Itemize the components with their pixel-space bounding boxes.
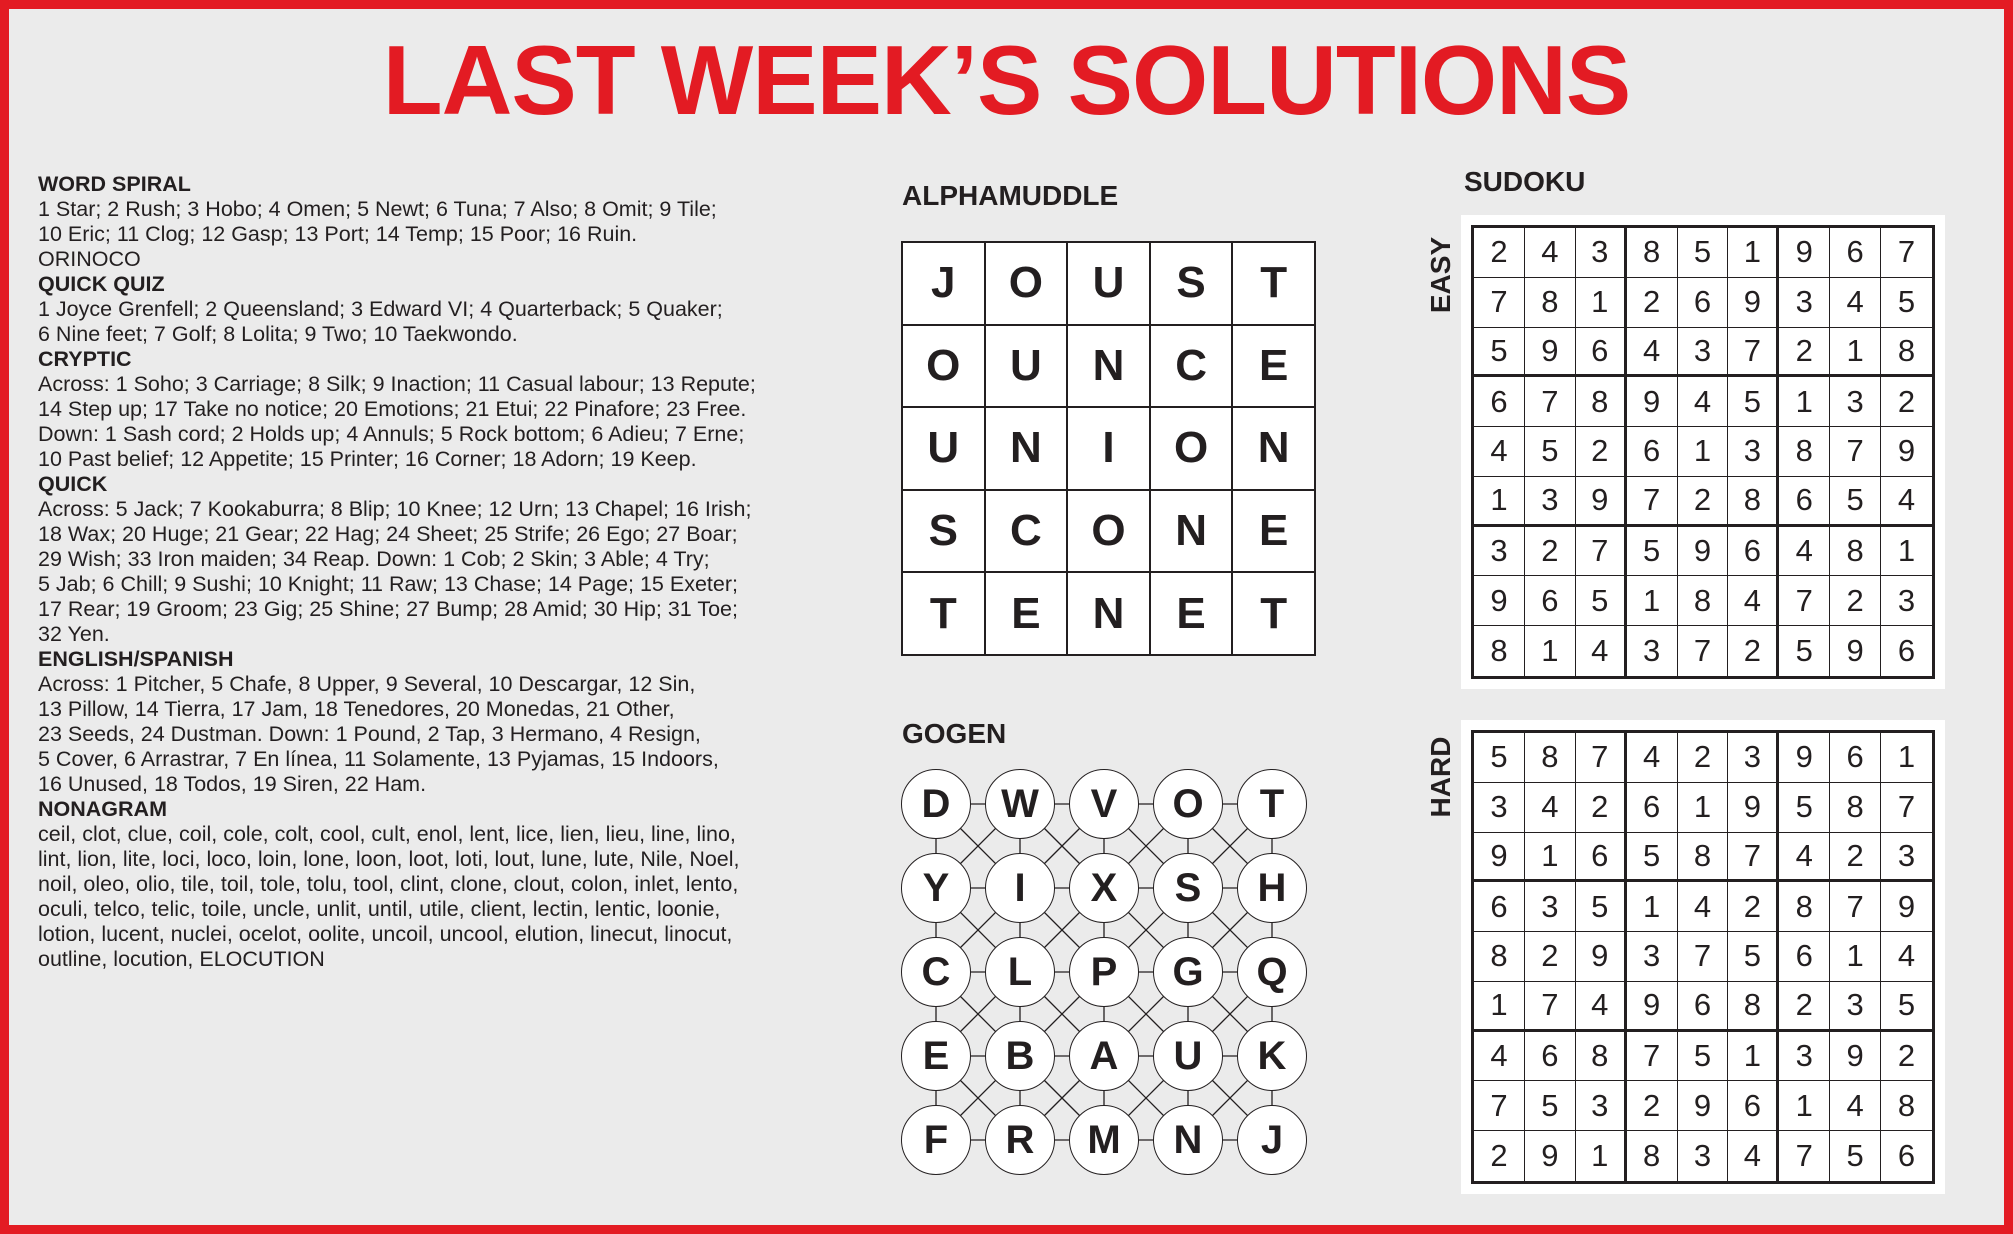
section-heading: ENGLISH/SPANISH xyxy=(38,647,234,671)
sudoku-hard-grid xyxy=(1471,730,1935,1184)
alphamuddle-cell: O xyxy=(1150,407,1233,490)
sudoku-cell: 8 xyxy=(1525,278,1576,328)
sudoku-cell: 4 xyxy=(1678,377,1729,427)
gogen-letter-node: D xyxy=(901,769,971,839)
sudoku-cell: 9 xyxy=(1881,882,1932,932)
sudoku-cell: 9 xyxy=(1627,377,1678,427)
sudoku-cell: 1 xyxy=(1728,1032,1779,1082)
sudoku-cell: 3 xyxy=(1728,733,1779,783)
sudoku-cell: 4 xyxy=(1627,328,1678,378)
sudoku-cell: 7 xyxy=(1627,1032,1678,1082)
section-text-line: ceil, clot, clue, coil, cole, colt, cool, cult, enol, lent, lice, lien, lieu, line, lino, xyxy=(38,822,736,846)
sudoku-cell: 3 xyxy=(1627,932,1678,982)
sudoku-cell: 4 xyxy=(1830,278,1881,328)
sudoku-cell: 5 xyxy=(1627,833,1678,883)
sudoku-hard-label: HARD xyxy=(1425,736,1456,818)
sudoku-cell: 9 xyxy=(1779,733,1830,783)
alphamuddle-cell: U xyxy=(985,325,1068,408)
sudoku-cell: 6 xyxy=(1728,527,1779,577)
alphamuddle-cell: E xyxy=(1232,325,1315,408)
alphamuddle-cell: J xyxy=(902,242,985,325)
section-text-line: 13 Pillow, 14 Tierra, 17 Jam, 18 Tenedores, 20 Monedas, 21 Other, xyxy=(38,697,675,721)
sudoku-cell: 9 xyxy=(1474,833,1525,883)
sudoku-cell: 3 xyxy=(1779,278,1830,328)
sudoku-cell: 4 xyxy=(1779,527,1830,577)
sudoku-cell: 2 xyxy=(1830,833,1881,883)
sudoku-cell: 5 xyxy=(1779,783,1830,833)
section-text-line: 17 Rear; 19 Groom; 23 Gig; 25 Shine; 27 Bump; 28 Amid; 30 Hip; 31 Toe; xyxy=(38,597,738,621)
sudoku-cell: 1 xyxy=(1525,833,1576,883)
sudoku-cell: 8 xyxy=(1576,1032,1627,1082)
sudoku-cell: 9 xyxy=(1678,527,1729,577)
sudoku-cell: 6 xyxy=(1576,328,1627,378)
gogen-letter-node: S xyxy=(1153,853,1223,923)
gogen-letter-node: T xyxy=(1237,769,1307,839)
alphamuddle-cell: S xyxy=(1150,242,1233,325)
sudoku-cell: 4 xyxy=(1474,427,1525,477)
section-text-line: 1 Joyce Grenfell; 2 Queensland; 3 Edward VI; 4 Quarterback; 5 Quaker; xyxy=(38,297,723,321)
sudoku-cell: 9 xyxy=(1474,576,1525,626)
sudoku-cell: 5 xyxy=(1627,527,1678,577)
sudoku-cell: 1 xyxy=(1627,576,1678,626)
sudoku-cell: 8 xyxy=(1779,882,1830,932)
sudoku-cell: 5 xyxy=(1678,1032,1729,1082)
sudoku-cell: 5 xyxy=(1728,932,1779,982)
alphamuddle-cell: U xyxy=(1067,242,1150,325)
sudoku-cell: 7 xyxy=(1576,733,1627,783)
alphamuddle-cell: I xyxy=(1067,407,1150,490)
gogen-letter-node: G xyxy=(1153,937,1223,1007)
sudoku-cell: 8 xyxy=(1678,833,1729,883)
sudoku-cell: 7 xyxy=(1779,576,1830,626)
gogen-letter-node: B xyxy=(985,1021,1055,1091)
sudoku-cell: 4 xyxy=(1728,576,1779,626)
sudoku-cell: 1 xyxy=(1728,228,1779,278)
sudoku-cell: 5 xyxy=(1779,626,1830,676)
sudoku-cell: 1 xyxy=(1525,626,1576,676)
sudoku-cell: 1 xyxy=(1678,427,1729,477)
sudoku-cell: 3 xyxy=(1678,328,1729,378)
section-text-line: 10 Eric; 11 Clog; 12 Gasp; 13 Port; 14 Temp; 15 Poor; 16 Ruin. xyxy=(38,222,638,246)
sudoku-cell: 4 xyxy=(1525,228,1576,278)
sudoku-cell: 3 xyxy=(1728,427,1779,477)
gogen-letter-node: W xyxy=(985,769,1055,839)
section-text-line: 6 Nine feet; 7 Golf; 8 Lolita; 9 Two; 10 Taekwondo. xyxy=(38,322,518,346)
gogen-heading: GOGEN xyxy=(902,718,1007,749)
gogen-letter-node: F xyxy=(901,1105,971,1175)
sudoku-cell: 8 xyxy=(1830,527,1881,577)
sudoku-cell: 5 xyxy=(1525,427,1576,477)
sudoku-cell: 7 xyxy=(1881,228,1932,278)
sudoku-cell: 9 xyxy=(1881,427,1932,477)
section-text-line: 29 Wish; 33 Iron maiden; 34 Reap. Down: 1 Cob; 2 Skin; 3 Able; 4 Try; xyxy=(38,547,710,571)
alphamuddle-cell: N xyxy=(1232,407,1315,490)
section-heading: CRYPTIC xyxy=(38,347,132,371)
sudoku-cell: 5 xyxy=(1728,377,1779,427)
section-text-line: 5 Jab; 6 Chill; 9 Sushi; 10 Knight; 11 Raw; 13 Chase; 14 Page; 15 Exeter; xyxy=(38,572,738,596)
gogen-letter-node: C xyxy=(901,937,971,1007)
gogen-letter-node: U xyxy=(1153,1021,1223,1091)
sudoku-cell: 8 xyxy=(1627,1131,1678,1181)
sudoku-cell: 1 xyxy=(1830,328,1881,378)
sudoku-hard-panel xyxy=(1461,720,1945,1194)
sudoku-cell: 6 xyxy=(1576,833,1627,883)
sudoku-cell: 1 xyxy=(1474,477,1525,527)
sudoku-cell: 9 xyxy=(1525,328,1576,378)
alphamuddle-cell: E xyxy=(985,572,1068,655)
sudoku-cell: 5 xyxy=(1474,328,1525,378)
sudoku-cell: 2 xyxy=(1576,427,1627,477)
sudoku-cell: 4 xyxy=(1576,626,1627,676)
sudoku-cell: 2 xyxy=(1728,626,1779,676)
sudoku-cell: 9 xyxy=(1678,1081,1729,1131)
sudoku-cell: 9 xyxy=(1627,982,1678,1032)
alphamuddle-cell: O xyxy=(902,325,985,408)
gogen-letter-node: I xyxy=(985,853,1055,923)
gogen-letter-node: L xyxy=(985,937,1055,1007)
sudoku-cell: 8 xyxy=(1627,228,1678,278)
sudoku-cell: 2 xyxy=(1627,1081,1678,1131)
sudoku-cell: 1 xyxy=(1779,377,1830,427)
alphamuddle-cell: N xyxy=(1067,325,1150,408)
sudoku-cell: 5 xyxy=(1474,733,1525,783)
alphamuddle-cell: N xyxy=(1150,490,1233,573)
gogen-letter-node: K xyxy=(1237,1021,1307,1091)
section-text-line: noil, oleo, olio, tile, toil, tole, tolu, tool, clint, clone, clout, colon, inlet, lento, xyxy=(38,872,739,896)
clue-solutions-column xyxy=(38,172,838,972)
sudoku-cell: 6 xyxy=(1678,982,1729,1032)
alphamuddle-cell: T xyxy=(1232,242,1315,325)
sudoku-cell: 2 xyxy=(1830,576,1881,626)
alphamuddle-cell: O xyxy=(1067,490,1150,573)
sudoku-cell: 8 xyxy=(1474,932,1525,982)
gogen-letter-node: A xyxy=(1069,1021,1139,1091)
sudoku-cell: 1 xyxy=(1881,733,1932,783)
section-text-line: ORINOCO xyxy=(38,247,141,271)
section-text-line: Across: 1 Pitcher, 5 Chafe, 8 Upper, 9 Several, 10 Descargar, 12 Sin, xyxy=(38,672,696,696)
sudoku-cell: 2 xyxy=(1525,932,1576,982)
sudoku-easy-grid xyxy=(1471,225,1935,679)
gogen-letter-node: Y xyxy=(901,853,971,923)
sudoku-cell: 6 xyxy=(1881,626,1932,676)
sudoku-cell: 6 xyxy=(1525,576,1576,626)
gogen-letter-node: N xyxy=(1153,1105,1223,1175)
alphamuddle-cell: E xyxy=(1150,572,1233,655)
sudoku-cell: 3 xyxy=(1881,576,1932,626)
gogen-grid xyxy=(899,767,1319,1187)
sudoku-cell: 5 xyxy=(1525,1081,1576,1131)
sudoku-cell: 9 xyxy=(1830,1032,1881,1082)
sudoku-cell: 6 xyxy=(1474,377,1525,427)
gogen-letter-node: Q xyxy=(1237,937,1307,1007)
section-heading: QUICK xyxy=(38,472,108,496)
sudoku-cell: 7 xyxy=(1678,932,1729,982)
sudoku-cell: 2 xyxy=(1881,377,1932,427)
sudoku-cell: 4 xyxy=(1678,882,1729,932)
sudoku-cell: 6 xyxy=(1779,932,1830,982)
sudoku-cell: 9 xyxy=(1728,783,1779,833)
sudoku-cell: 9 xyxy=(1779,228,1830,278)
sudoku-cell: 8 xyxy=(1830,783,1881,833)
sudoku-cell: 4 xyxy=(1474,1032,1525,1082)
sudoku-cell: 5 xyxy=(1576,882,1627,932)
sudoku-cell: 2 xyxy=(1779,328,1830,378)
gogen-letter-node: E xyxy=(901,1021,971,1091)
alphamuddle-cell: S xyxy=(902,490,985,573)
alphamuddle-grid xyxy=(901,241,1316,656)
sudoku-cell: 3 xyxy=(1627,626,1678,676)
sudoku-cell: 3 xyxy=(1525,477,1576,527)
sudoku-cell: 4 xyxy=(1525,783,1576,833)
sudoku-cell: 3 xyxy=(1576,228,1627,278)
sudoku-cell: 7 xyxy=(1525,377,1576,427)
sudoku-cell: 4 xyxy=(1779,833,1830,883)
sudoku-cell: 8 xyxy=(1881,1081,1932,1131)
section-heading: WORD SPIRAL xyxy=(38,172,191,196)
sudoku-cell: 4 xyxy=(1881,932,1932,982)
section-text-line: 14 Step up; 17 Take no notice; 20 Emotions; 21 Etui; 22 Pinafore; 23 Free. xyxy=(38,397,747,421)
sudoku-cell: 1 xyxy=(1576,1131,1627,1181)
section-heading: QUICK QUIZ xyxy=(38,272,165,296)
sudoku-cell: 5 xyxy=(1830,1131,1881,1181)
gogen-letter-node: X xyxy=(1069,853,1139,923)
section-text-line: 1 Star; 2 Rush; 3 Hobo; 4 Omen; 5 Newt; 6 Tuna; 7 Also; 8 Omit; 9 Tile; xyxy=(38,197,717,221)
section-text-line: 23 Seeds, 24 Dustman. Down: 1 Pound, 2 Tap, 3 Hermano, 4 Resign, xyxy=(38,722,701,746)
section-text-line: 5 Cover, 6 Arrastrar, 7 En línea, 11 Solamente, 13 Pyjamas, 15 Indoors, xyxy=(38,747,719,771)
sudoku-cell: 2 xyxy=(1627,278,1678,328)
sudoku-cell: 8 xyxy=(1576,377,1627,427)
sudoku-cell: 7 xyxy=(1779,1131,1830,1181)
sudoku-cell: 8 xyxy=(1728,477,1779,527)
sudoku-cell: 2 xyxy=(1728,882,1779,932)
section-heading: NONAGRAM xyxy=(38,797,167,821)
sudoku-cell: 1 xyxy=(1627,882,1678,932)
sudoku-cell: 3 xyxy=(1779,1032,1830,1082)
sudoku-cell: 3 xyxy=(1881,833,1932,883)
sudoku-cell: 3 xyxy=(1474,527,1525,577)
sudoku-cell: 2 xyxy=(1779,982,1830,1032)
sudoku-cell: 5 xyxy=(1881,982,1932,1032)
section-text-line: lint, lion, lite, loci, loco, loin, lone, loon, loot, loti, lout, lune, lute, Nile, Noel, xyxy=(38,847,740,871)
gogen-letter-node: J xyxy=(1237,1105,1307,1175)
sudoku-cell: 1 xyxy=(1576,278,1627,328)
sudoku-cell: 6 xyxy=(1830,733,1881,783)
sudoku-heading: SUDOKU xyxy=(1464,166,1586,197)
sudoku-cell: 7 xyxy=(1881,783,1932,833)
sudoku-cell: 2 xyxy=(1474,1131,1525,1181)
sudoku-cell: 8 xyxy=(1881,328,1932,378)
section-text-line: 18 Wax; 20 Huge; 21 Gear; 22 Hag; 24 Sheet; 25 Strife; 26 Ego; 27 Boar; xyxy=(38,522,738,546)
sudoku-cell: 8 xyxy=(1525,733,1576,783)
alphamuddle-cell: N xyxy=(985,407,1068,490)
sudoku-cell: 1 xyxy=(1881,527,1932,577)
sudoku-easy-panel xyxy=(1461,215,1945,689)
section-text-line: oculi, telco, telic, toile, uncle, unlit, until, utile, client, lectin, lentic, loonie, xyxy=(38,897,721,921)
sudoku-cell: 3 xyxy=(1830,377,1881,427)
sudoku-cell: 6 xyxy=(1474,882,1525,932)
sudoku-cell: 6 xyxy=(1678,278,1729,328)
sudoku-cell: 8 xyxy=(1728,982,1779,1032)
gogen-letter-node: P xyxy=(1069,937,1139,1007)
alphamuddle-cell: T xyxy=(902,572,985,655)
sudoku-cell: 3 xyxy=(1474,783,1525,833)
section-text-line: 32 Yen. xyxy=(38,622,110,646)
sudoku-cell: 7 xyxy=(1474,1081,1525,1131)
section-text-line: Across: 1 Soho; 3 Carriage; 8 Silk; 9 Inaction; 11 Casual labour; 13 Repute; xyxy=(38,372,756,396)
sudoku-cell: 1 xyxy=(1830,932,1881,982)
sudoku-cell: 6 xyxy=(1830,228,1881,278)
sudoku-easy-label: EASY xyxy=(1425,236,1456,314)
sudoku-cell: 9 xyxy=(1576,932,1627,982)
sudoku-cell: 3 xyxy=(1830,982,1881,1032)
alphamuddle-cell: O xyxy=(985,242,1068,325)
alphamuddle-cell: C xyxy=(985,490,1068,573)
alphamuddle-cell: U xyxy=(902,407,985,490)
alphamuddle-cell: C xyxy=(1150,325,1233,408)
sudoku-cell: 2 xyxy=(1678,477,1729,527)
gogen-letter-node: O xyxy=(1153,769,1223,839)
sudoku-cell: 7 xyxy=(1728,328,1779,378)
sudoku-cell: 3 xyxy=(1678,1131,1729,1181)
gogen-letter-node: V xyxy=(1069,769,1139,839)
section-text-line: 16 Unused, 18 Todos, 19 Siren, 22 Ham. xyxy=(38,772,427,796)
sudoku-cell: 6 xyxy=(1627,783,1678,833)
sudoku-cell: 4 xyxy=(1881,477,1932,527)
sudoku-cell: 7 xyxy=(1525,982,1576,1032)
alphamuddle-cell: N xyxy=(1067,572,1150,655)
sudoku-cell: 4 xyxy=(1576,982,1627,1032)
sudoku-cell: 6 xyxy=(1779,477,1830,527)
alphamuddle-cell: T xyxy=(1232,572,1315,655)
sudoku-cell: 4 xyxy=(1627,733,1678,783)
sudoku-cell: 7 xyxy=(1830,427,1881,477)
section-text-line: Across: 5 Jack; 7 Kookaburra; 8 Blip; 10 Knee; 12 Urn; 13 Chapel; 16 Irish; xyxy=(38,497,752,521)
sudoku-cell: 5 xyxy=(1576,576,1627,626)
gogen-letter-node: R xyxy=(985,1105,1055,1175)
sudoku-cell: 7 xyxy=(1830,882,1881,932)
gogen-letter-node: H xyxy=(1237,853,1307,923)
page-title: LAST WEEK’S SOLUTIONS xyxy=(382,25,1631,135)
sudoku-cell: 9 xyxy=(1525,1131,1576,1181)
sudoku-cell: 7 xyxy=(1728,833,1779,883)
sudoku-cell: 5 xyxy=(1881,278,1932,328)
alphamuddle-heading: ALPHAMUDDLE xyxy=(902,180,1119,211)
sudoku-cell: 9 xyxy=(1576,477,1627,527)
sudoku-cell: 3 xyxy=(1576,1081,1627,1131)
sudoku-cell: 7 xyxy=(1576,527,1627,577)
sudoku-cell: 2 xyxy=(1474,228,1525,278)
section-text-line: outline, locution, ELOCUTION xyxy=(38,947,325,971)
sudoku-cell: 6 xyxy=(1627,427,1678,477)
sudoku-cell: 1 xyxy=(1474,982,1525,1032)
sudoku-cell: 6 xyxy=(1525,1032,1576,1082)
gogen-letter-node: M xyxy=(1069,1105,1139,1175)
sudoku-cell: 8 xyxy=(1678,576,1729,626)
sudoku-cell: 2 xyxy=(1678,733,1729,783)
sudoku-cell: 7 xyxy=(1474,278,1525,328)
sudoku-cell: 6 xyxy=(1728,1081,1779,1131)
sudoku-cell: 9 xyxy=(1830,626,1881,676)
sudoku-cell: 5 xyxy=(1830,477,1881,527)
sudoku-cell: 2 xyxy=(1525,527,1576,577)
sudoku-cell: 4 xyxy=(1830,1081,1881,1131)
sudoku-cell: 2 xyxy=(1576,783,1627,833)
sudoku-cell: 7 xyxy=(1678,626,1729,676)
sudoku-cell: 2 xyxy=(1881,1032,1932,1082)
sudoku-cell: 1 xyxy=(1779,1081,1830,1131)
sudoku-cell: 8 xyxy=(1779,427,1830,477)
sudoku-cell: 1 xyxy=(1678,783,1729,833)
section-text-line: 10 Past belief; 12 Appetite; 15 Printer; 16 Corner; 18 Adorn; 19 Keep. xyxy=(38,447,697,471)
sudoku-cell: 6 xyxy=(1881,1131,1932,1181)
sudoku-cell: 7 xyxy=(1627,477,1678,527)
alphamuddle-cell: E xyxy=(1232,490,1315,573)
sudoku-cell: 4 xyxy=(1728,1131,1779,1181)
section-text-line: Down: 1 Sash cord; 2 Holds up; 4 Annuls; 5 Rock bottom; 6 Adieu; 7 Erne; xyxy=(38,422,745,446)
sudoku-cell: 8 xyxy=(1474,626,1525,676)
section-text-line: lotion, lucent, nuclei, ocelot, oolite, uncoil, uncool, elution, linecut, linocut, xyxy=(38,922,733,946)
sudoku-cell: 5 xyxy=(1678,228,1729,278)
sudoku-cell: 9 xyxy=(1728,278,1779,328)
sudoku-cell: 3 xyxy=(1525,882,1576,932)
